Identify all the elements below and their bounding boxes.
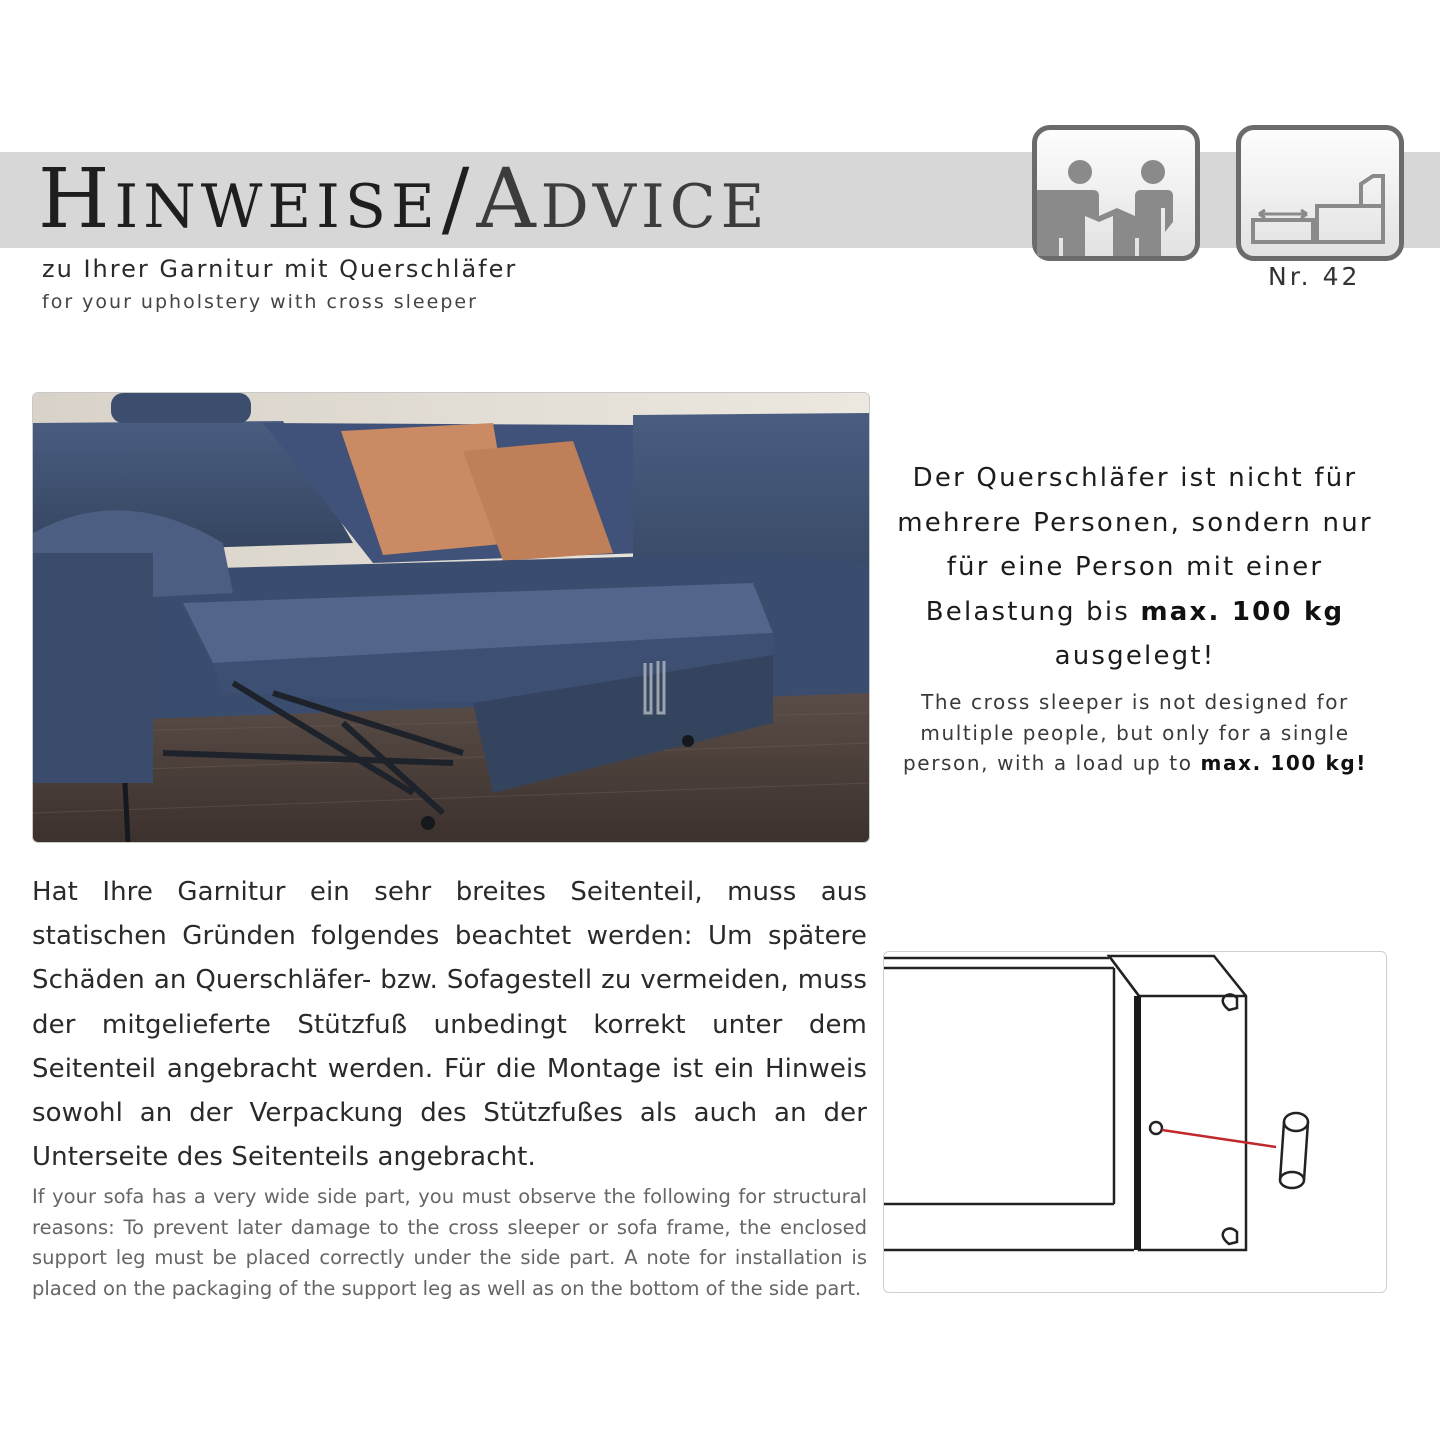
- load-warning-en-max-load: max. 100 kg!: [1200, 751, 1367, 775]
- title-de: [38, 152, 440, 247]
- title-en: [476, 152, 770, 247]
- load-warning-en: [880, 687, 1390, 779]
- two-persons-icon: [1032, 125, 1200, 261]
- load-warning-de-end: ausgelegt!: [1054, 641, 1216, 671]
- title-separator: /: [441, 152, 475, 247]
- load-warning-de-text: Der Querschläfer ist nicht für mehrere Personen, sondern nur für eine Person mit einer Belastung bis: [897, 463, 1373, 627]
- sofa-bed-icon: [1236, 125, 1404, 261]
- title-en-rest: DVICE: [540, 172, 770, 242]
- load-warning-de-max-load: max. 100 kg: [1140, 596, 1345, 627]
- instruction-paragraph-en: If your sofa has a very wide side part, you must observe the following for structural reasons: To prevent later damage to the cross sleeper or sofa frame, the enclosed support leg must be placed correctly under the side part. A note for installation is placed on the packaging of the support leg as well as on the bottom of the side part.: [32, 1185, 867, 1300]
- sofa-photo: [32, 392, 870, 843]
- title-de-rest: INWEISE: [114, 172, 440, 242]
- instruction-paragraph-de: Hat Ihre Garnitur ein sehr breites Seitenteil, muss aus statischen Gründen folgendes beachtet werden: Um spätere Schäden an Querschläfer- bzw. Sofagestell zu vermeiden, muss der mitgelieferte Stützfuß unbedingt korrekt unter dem Seitenteil angebracht werden. Für die Montage ist ein Hinweis sowohl an der Verpackung des Stützfußes als auch an der Unterseite des Seitenteils angebracht.: [32, 877, 867, 1173]
- support-leg-diagram: [883, 951, 1387, 1293]
- subtitle-en: for your upholstery with cross sleeper: [42, 291, 478, 313]
- load-warning-de: [880, 456, 1390, 679]
- page-title: [38, 150, 769, 266]
- title-en-initial: A: [476, 152, 541, 247]
- document-number: Nr. 42: [1268, 262, 1361, 291]
- subtitle-de: zu Ihrer Garnitur mit Querschläfer: [42, 255, 518, 283]
- title-de-initial: H: [38, 152, 115, 247]
- load-warning-en-text: The cross sleeper is not designed for multiple people, but only for a single person, with a load up to: [903, 690, 1350, 775]
